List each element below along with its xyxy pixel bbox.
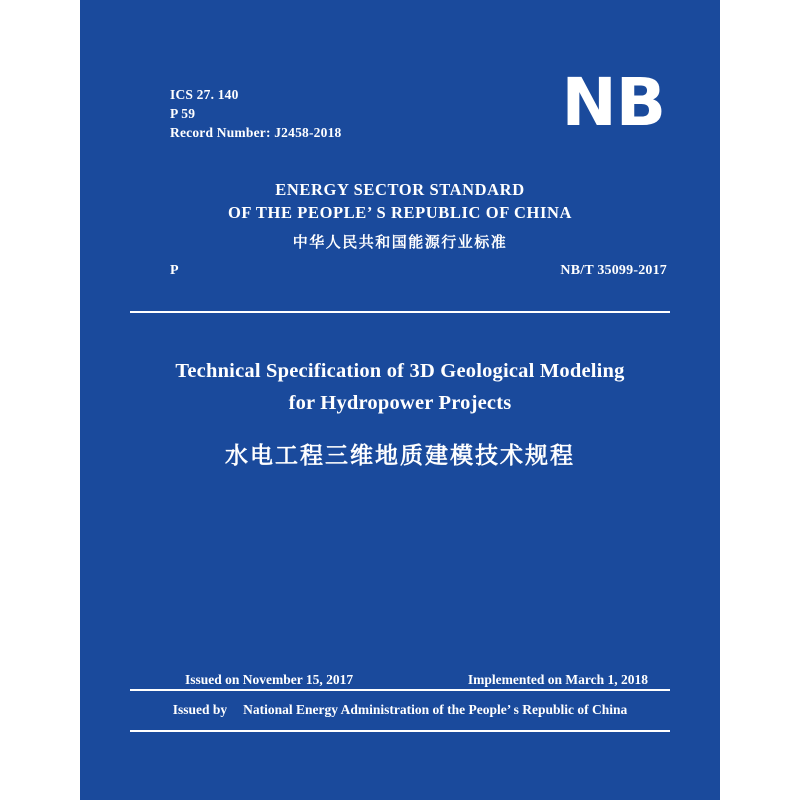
header-english-line-1: ENERGY SECTOR STANDARD	[275, 180, 525, 199]
standard-header	[80, 178, 720, 252]
ics-info-block	[170, 85, 341, 142]
record-number: Record Number: J2458-2018	[170, 125, 342, 140]
standard-number: NB/T 35099-2017	[560, 263, 667, 278]
left-classification-letter: P	[170, 263, 179, 278]
divider-bottom-2	[130, 730, 670, 732]
header-english-line-2: OF THE PEOPLE’ S REPUBLIC OF CHINA	[227, 203, 573, 222]
ics-number: ICS 27. 140	[170, 87, 239, 102]
code-row	[80, 263, 720, 283]
nb-logo: NB	[561, 64, 665, 141]
issuing-organization: National Energy Administration of the People’ s Republic of China	[243, 702, 628, 717]
title-block	[80, 355, 720, 470]
classification-code: P 59	[170, 106, 196, 121]
title-english-line-2: for Hydropower Projects	[288, 392, 512, 414]
issuer-row	[80, 702, 720, 718]
issued-by-label: Issued by	[172, 702, 228, 717]
dates-row	[80, 672, 720, 690]
standard-cover-page	[80, 0, 720, 800]
header-chinese: 中华人民共和国能源行业标准	[292, 233, 508, 251]
issued-on-date: Issued on November 15, 2017	[185, 672, 354, 687]
divider-top	[130, 311, 670, 313]
title-english-line-1: Technical Specification of 3D Geological Modeling	[175, 360, 625, 382]
title-chinese: 水电工程三维地质建模技术规程	[225, 443, 575, 469]
cover-top-block	[80, 64, 720, 155]
implemented-on-date: Implemented on March 1, 2018	[467, 672, 648, 687]
